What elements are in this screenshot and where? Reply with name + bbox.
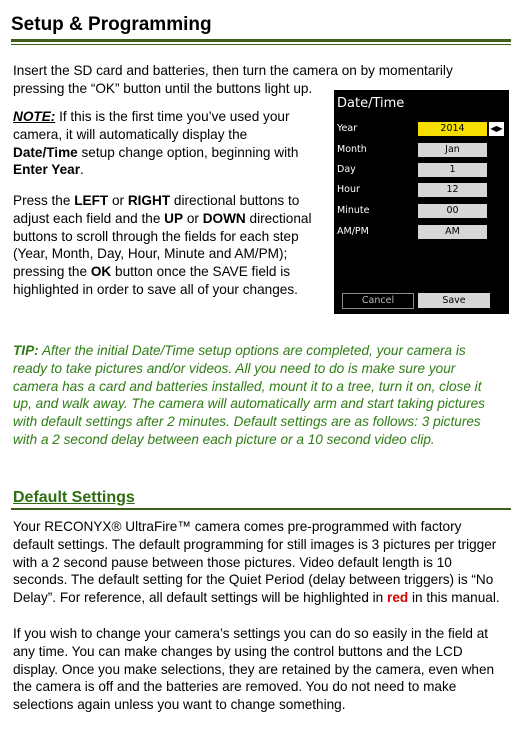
instr-ok: OK	[90, 264, 112, 280]
defaults-line: Delay”. For reference, all default settings will be highlighted in	[13, 590, 388, 606]
lcd-value-ampm: AM	[418, 225, 487, 239]
lcd-value-month: Jan	[418, 143, 487, 157]
defaults-line: default settings. The default programming for still images is 3 pictures per trigger	[13, 536, 497, 552]
header-rule	[11, 39, 511, 42]
default-settings-heading: Default Settings	[13, 489, 135, 506]
note-date-time: Date/Time	[13, 144, 78, 160]
lcd-save-button: Save	[418, 293, 490, 308]
instr-text: Press the	[13, 193, 75, 208]
header-rule-thin	[11, 44, 511, 45]
instr-text: or	[108, 193, 128, 208]
lcd-label-day: Day	[337, 164, 356, 175]
lcd-title: Date/Time	[337, 96, 405, 111]
note-label: NOTE:	[13, 109, 56, 124]
tip-line: After the initial Date/Time setup options are completed, your camera is	[38, 343, 466, 358]
page-title: Setup & Programming	[11, 14, 212, 35]
instructions-paragraph	[13, 192, 333, 299]
lcd-value-day: 1	[418, 163, 487, 177]
defaults-line: seconds. The default setting for the Quiet Period (delay between triggers) is “No	[13, 572, 494, 588]
lcd-label-minute: Minute	[337, 205, 370, 216]
note-line-4-end: .	[80, 162, 84, 178]
lcd-screen	[334, 90, 509, 314]
note-line-2: camera, it will automatically display the	[13, 126, 248, 142]
defaults-line: Your RECONYX® UltraFire™ camera comes pre-programmed with factory	[13, 519, 462, 534]
defaults-paragraph-1	[13, 518, 513, 607]
note-line-1: If this is the first time you’ve used your	[55, 109, 290, 124]
defaults-line: in this manual.	[408, 590, 500, 606]
instr-text: directional	[245, 210, 312, 226]
lcd-cancel-button: Cancel	[342, 293, 414, 309]
instr-up: UP	[164, 210, 184, 226]
instr-text: directional buttons to	[170, 193, 300, 208]
tip-line: with a 2 second delay between each picture or a 10 second video clip.	[13, 431, 435, 447]
instr-text: button once the SAVE field is	[111, 264, 291, 280]
defaults-line: any time. You can make changes by using the control buttons and the LCD	[13, 643, 463, 659]
lcd-value-minute: 00	[418, 204, 487, 218]
instr-text: pressing the	[13, 264, 91, 280]
lcd-label-hour: Hour	[337, 184, 360, 195]
tip-line: with default settings after 2 minutes. Default settings are as follows: 3 pictures	[13, 414, 481, 430]
intro-line-2: pressing the “OK” button until the buttons light up.	[13, 80, 313, 96]
lcd-label-month: Month	[337, 144, 367, 155]
lcd-label-year: Year	[337, 123, 358, 134]
defaults-line: the camera is off and the batteries are removed. You do not need to make	[13, 679, 457, 695]
tip-line: camera has a card and batteries installed, mount it to a tree, turn it on, close it	[13, 378, 482, 394]
note-enter-year: Enter Year	[13, 162, 81, 178]
tip-line: up, and walk away. The camera will automatically arm and start taking pictures	[13, 396, 485, 412]
instr-text: or	[183, 210, 203, 226]
lcd-value-year: 2014	[418, 122, 487, 136]
instr-text: buttons to scroll through the fields for each step	[13, 228, 299, 244]
note-line-3: setup change option, beginning with	[77, 144, 299, 160]
instr-down: DOWN	[202, 210, 246, 226]
lcd-left-right-arrows-icon: ◀▶	[489, 122, 504, 136]
instr-text: highlighted in order to save all of your changes.	[13, 281, 298, 297]
instr-left: LEFT	[74, 193, 109, 208]
red-highlight-word: red	[387, 590, 409, 606]
defaults-line: display. Once you make selections, they are retained by the camera, even when	[13, 661, 495, 677]
intro-line-1: Insert the SD card and batteries, then turn the camera on by momentarily	[13, 63, 453, 78]
tip-label: TIP:	[13, 343, 39, 358]
lcd-value-hour: 12	[418, 183, 487, 197]
defaults-line: selections again unless you want to change something.	[13, 697, 346, 713]
instr-right: RIGHT	[127, 193, 171, 208]
defaults-line: with a 2 second pause between those pictures. Video default length is 10	[13, 554, 452, 570]
defaults-paragraph-2	[13, 625, 513, 714]
instr-text: (Year, Month, Day, Hour, Minute and AM/PM);	[13, 246, 288, 262]
note-paragraph	[13, 108, 333, 179]
tip-paragraph	[13, 342, 508, 449]
section-rule	[11, 508, 511, 510]
lcd-label-ampm: AM/PM	[337, 226, 369, 237]
tip-line: ready to take pictures and/or videos. All you need to do is make sure your	[13, 360, 456, 376]
defaults-line: If you wish to change your camera’s settings you can do so easily in the field at	[13, 626, 489, 641]
instr-text: adjust each field and the	[13, 210, 165, 226]
